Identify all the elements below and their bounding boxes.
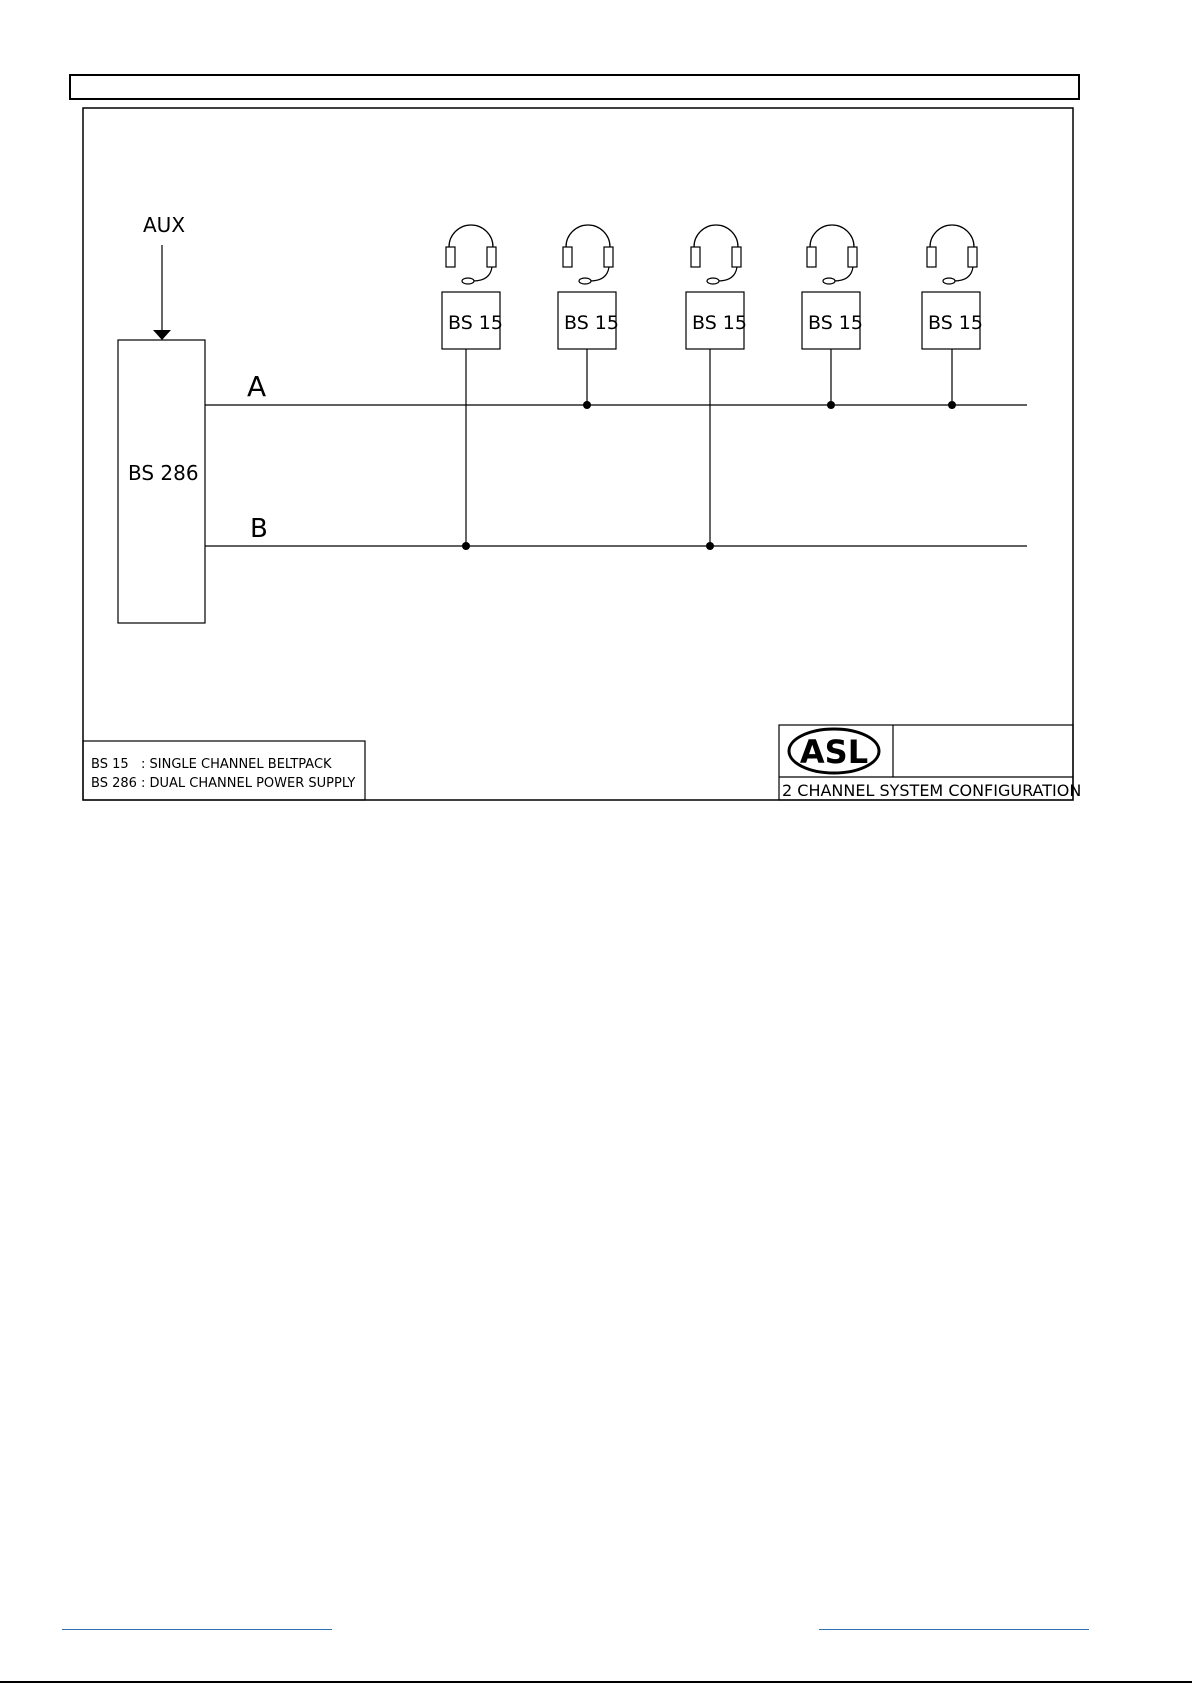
legend-code-2: BS 286	[91, 776, 137, 791]
aux-label: AUX	[143, 213, 186, 237]
power-supply-label: BS 286	[128, 461, 199, 485]
drawing-frame	[83, 108, 1073, 800]
title-block	[779, 725, 1081, 800]
junction-dot	[583, 401, 591, 409]
headset-icon	[446, 225, 496, 284]
arrow-down-icon	[153, 245, 171, 340]
beltpack-label: BS 15	[692, 312, 747, 334]
drawing-title: 2 CHANNEL SYSTEM CONFIGURATION	[782, 781, 1082, 800]
channel-a-label: A	[247, 370, 267, 403]
asl-logo	[789, 729, 879, 773]
junction-dot	[948, 401, 956, 409]
beltpack-3	[686, 225, 747, 550]
headset-icon	[927, 225, 977, 284]
beltpack-4	[802, 225, 863, 409]
legend-code-1: BS 15	[91, 757, 129, 772]
beltpack-2	[558, 225, 619, 409]
legend	[83, 741, 365, 800]
channel-b-label: B	[250, 514, 268, 544]
beltpack-label: BS 15	[448, 312, 503, 334]
footer-rule-right	[819, 1629, 1089, 1630]
page-bottom-edge	[0, 1681, 1192, 1683]
beltpack-label: BS 15	[564, 312, 619, 334]
junction-dot	[827, 401, 835, 409]
junction-dot	[462, 542, 470, 550]
beltpack-label: BS 15	[808, 312, 863, 334]
logo-text: ASL	[799, 733, 869, 771]
headset-icon	[807, 225, 857, 284]
junction-dot	[706, 542, 714, 550]
footer-rule-left	[62, 1629, 332, 1630]
beltpack-5	[922, 225, 983, 409]
headset-icon	[563, 225, 613, 284]
headset-icon	[691, 225, 741, 284]
legend-desc-1: : SINGLE CHANNEL BELTPACK	[141, 757, 332, 772]
beltpack-label: BS 15	[928, 312, 983, 334]
legend-desc-2: : DUAL CHANNEL POWER SUPPLY	[141, 776, 356, 791]
beltpack-1	[442, 225, 503, 550]
